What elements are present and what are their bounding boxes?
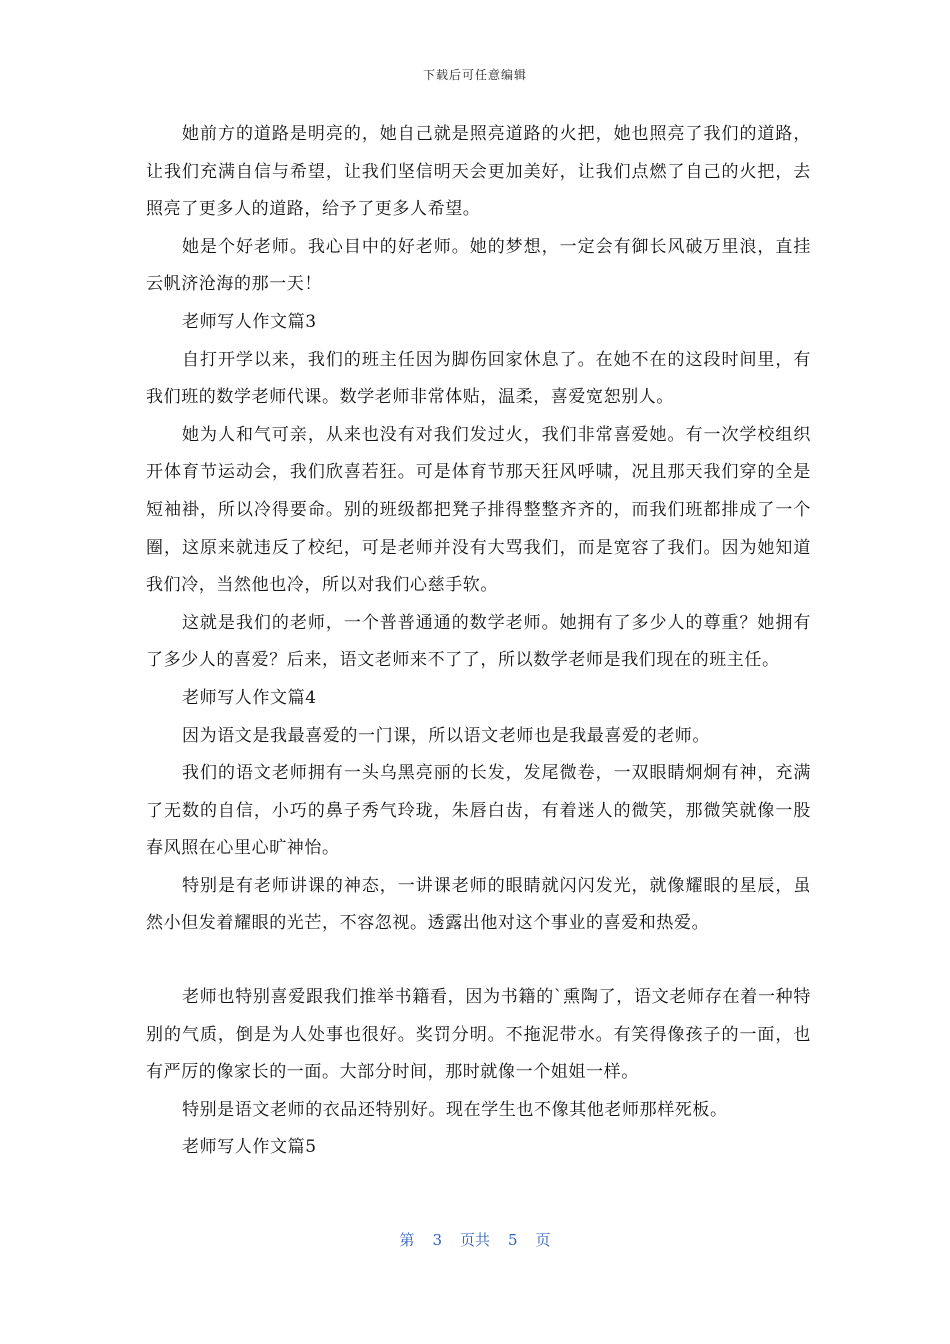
page-header: 下载后可任意编辑 [422, 68, 527, 82]
section-heading: 老师写人作文篇3 [182, 311, 317, 332]
document-body [146, 116, 811, 1167]
paragraph: 特别是语文老师的衣品还特别好。现在学生也不像其他老师那样死板。 [182, 1099, 728, 1120]
footer-total-pages: 5 [508, 1231, 518, 1249]
section-heading: 老师写人作文篇4 [182, 687, 317, 708]
paragraph: 自打开学以来，我们的班主任因为脚伤回家休息了。在她不在的这段时间里，有我们班的数学老师代课。数学老师非常体贴，温柔，喜爱宽恕别人。 [146, 349, 811, 408]
footer-middle: 页共 [459, 1231, 490, 1249]
paragraph: 她前方的道路是明亮的，她自己就是照亮道路的火把，她也照亮了我们的道路，让我们充满自信与希望，让我们坚信明天会更加美好，让我们点燃了自己的火把，去照亮了更多人的道路，给予了更多人希望。 [146, 124, 811, 220]
paragraph: 因为语文是我最喜爱的一门课，所以语文老师也是我最喜爱的老师。 [182, 725, 710, 746]
footer-page-number: 3 [432, 1231, 442, 1249]
paragraph: 特别是有老师讲课的神态，一讲课老师的眼睛就闪闪发光，就像耀眼的星辰，虽然小但发着耀眼的光芒，不容忽视。透露出他对这个事业的喜爱和热爱。 [146, 875, 811, 934]
paragraph: 这就是我们的老师，一个普普通通的数学老师。她拥有了多少人的尊重？她拥有了多少人的喜爱？后来，语文老师来不了了，所以数学老师是我们现在的班主任。 [146, 612, 811, 671]
paragraph-gap [146, 943, 811, 979]
footer-prefix: 第 [399, 1231, 415, 1249]
paragraph: 我们的语文老师拥有一头乌黑亮丽的长发，发尾微卷，一双眼睛炯炯有神，充满了无数的自信，小巧的鼻子秀气玲珑，朱唇白齿，有着迷人的微笑，那微笑就像一股春风照在心里心旷神怡。 [146, 763, 811, 859]
section-heading: 老师写人作文篇5 [182, 1137, 317, 1158]
paragraph: 她是个好老师。我心目中的好老师。她的梦想，一定会有御长风破万里浪，直挂云帆济沧海的那一天！ [146, 236, 811, 295]
paragraph: 她为人和气可亲，从来也没有对我们发过火，我们非常喜爱她。有一次学校组织开体育节运动会，我们欣喜若狂。可是体育节那天狂风呼啸，况且那天我们穿的全是短袖褂，所以冷得要命。别的班级都把凳子排得整整齐齐的，而我们班都排成了一个圈，这原来就违反了校纪，可是老师并没有大骂我们，而是宽容了我们。因为她知道我们冷，当然他也冷，所以对我们心慈手软。 [146, 424, 811, 596]
page-footer [0, 1229, 950, 1250]
footer-suffix: 页 [535, 1231, 551, 1249]
paragraph: 老师也特别喜爱跟我们推举书籍看，因为书籍的`熏陶了，语文老师存在着一种特别的气质，倒是为人处事也很好。奖罚分明。不拖泥带水。有笑得像孩子的一面，也有严厉的像家长的一面。大部分时间，那时就像一个姐姐一样。 [146, 987, 811, 1083]
